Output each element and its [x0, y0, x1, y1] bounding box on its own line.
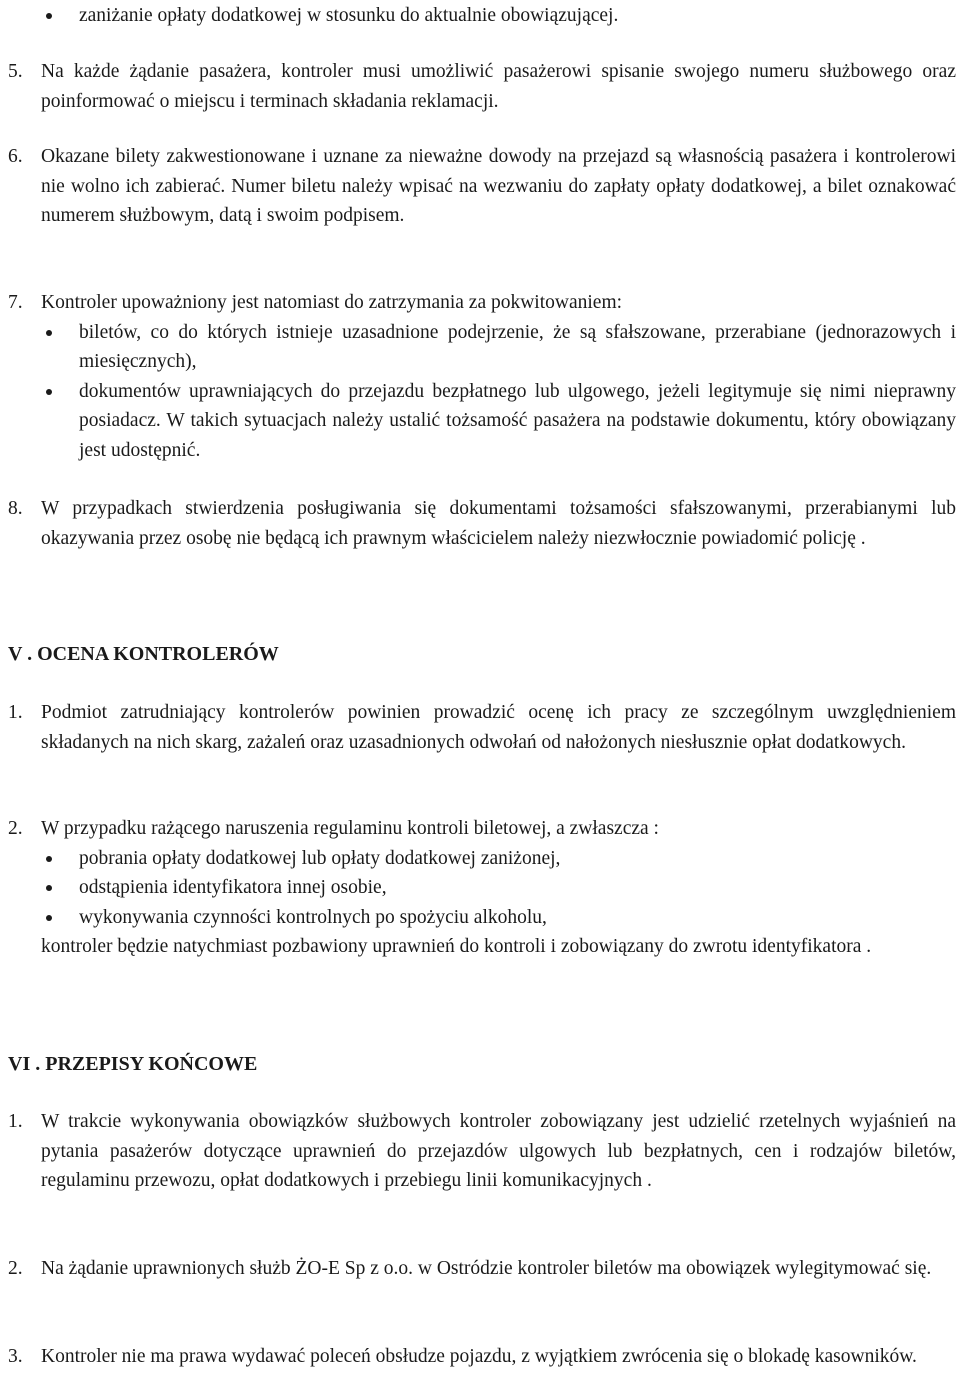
section-vi-item-1 — [8, 1107, 956, 1196]
item-text: W przypadkach stwierdzenia posługiwania się dokumentami tożsamości sfałszowanymi, przerabianymi lub okazywania przez osobę nie będącą ich prawnym właścicielem należy niezwłocznie powiadomić policję . — [41, 498, 956, 549]
item-text: W trakcie wykonywania obowiązków służbowych kontroler zobowiązany jest udzielić rzetelnych wyjaśnień na pytania pasażerów dotyczące uprawnień do przejazdów ulgowych lub bezpłatnych, cen i rodzajów biletów, regulaminu przewozu, opłat dodatkowych i przebiegu linii komunikacyjnych . — [41, 1111, 956, 1191]
item-text: Kontroler upoważniony jest natomiast do zatrzymania za pokwitowaniem: — [41, 292, 623, 313]
item-text: Kontroler nie ma prawa wydawać poleceń obsłudze pojazdu, z wyjątkiem zwrócenia się o blokadę kasowników. — [41, 1346, 917, 1367]
section-heading: VI . PRZEPISY KOŃCOWE — [8, 1053, 258, 1075]
item-text: Na każde żądanie pasażera, kontroler musi umożliwić pasażerowi spisanie swojego numeru służbowego oraz poinformować o miejscu i terminach składania reklamacji. — [41, 61, 956, 112]
item-text: Okazane bilety zakwestionowane i uznane za nieważne dowody na przejazd są własnością pasażera i kontrolerowi nie wolno ich zabierać. Numer biletu należy wpisać na wezwaniu do zapłaty opłaty dodatkowej, a bilet oznakować numerem służbowym, datą i swoim podpisem. — [41, 146, 956, 226]
closing-text: kontroler będzie natychmiast pozbawiony uprawnień do kontroli i zobowiązany do zwrotu identyfikatora . — [41, 936, 872, 957]
section-v-item-2 — [8, 814, 956, 962]
item-number: 2. — [8, 1258, 23, 1279]
bullet-item: biletów, co do których istnieje uzasadnione podejrzenie, że są sfałszowane, przerabiane (jednorazowych i miesięcznych), — [8, 318, 956, 377]
item-text: Na żądanie uprawnionych służb ŻO-E Sp z o.o. w Ostródzie kontroler biletów ma obowiązek wylegitymować się. — [41, 1258, 932, 1279]
item-number: 1. — [8, 1111, 23, 1132]
list-item-6 — [8, 142, 956, 231]
item-number: 8. — [8, 498, 23, 519]
section-heading: V . OCENA KONTROLERÓW — [8, 643, 279, 665]
item-number: 2. — [8, 818, 23, 839]
list-item-5 — [8, 57, 956, 116]
item-number: 1. — [8, 702, 23, 723]
section-v-item-1 — [8, 698, 956, 757]
item-number: 5. — [8, 61, 23, 82]
bullet-item: wykonywania czynności kontrolnych po spożyciu alkoholu, — [8, 903, 956, 933]
bullet-item: pobrania opłaty dodatkowej lub opłaty dodatkowej zaniżonej, — [8, 844, 956, 874]
bullet-item: zaniżanie opłaty dodatkowej w stosunku do aktualnie obowiązującej. — [8, 1, 956, 31]
bullet-item: odstąpienia identyfikatora innej osobie, — [8, 873, 956, 903]
bullet-item: dokumentów uprawniających do przejazdu bezpłatnego lub ulgowego, jeżeli legitymuje się nimi nieprawny posiadacz. W takich sytuacjach należy ustalić tożsamość pasażera na podstawie dokumentu, który obowiązany jest udostępnić. — [8, 377, 956, 466]
top-bullet — [8, 1, 956, 31]
list-item-8 — [8, 494, 956, 553]
item-number: 6. — [8, 146, 23, 167]
section-v-heading-block — [8, 640, 956, 670]
item-number: 7. — [8, 292, 23, 313]
item-text: W przypadku rażącego naruszenia regulaminu kontroli biletowej, a zwłaszcza : — [41, 818, 659, 839]
section-vi-item-3 — [8, 1342, 956, 1372]
item-number: 3. — [8, 1346, 23, 1367]
item-text: Podmiot zatrudniający kontrolerów powinien prowadzić ocenę ich pracy ze szczególnym uwzględnieniem składanych na nich skarg, zażaleń oraz uzasadnionych odwołań od nałożonych niesłusznie opłat dodatkowych. — [41, 702, 956, 753]
section-vi-heading-block — [8, 1050, 956, 1080]
section-vi-item-2 — [8, 1254, 956, 1284]
list-item-7 — [8, 288, 956, 465]
